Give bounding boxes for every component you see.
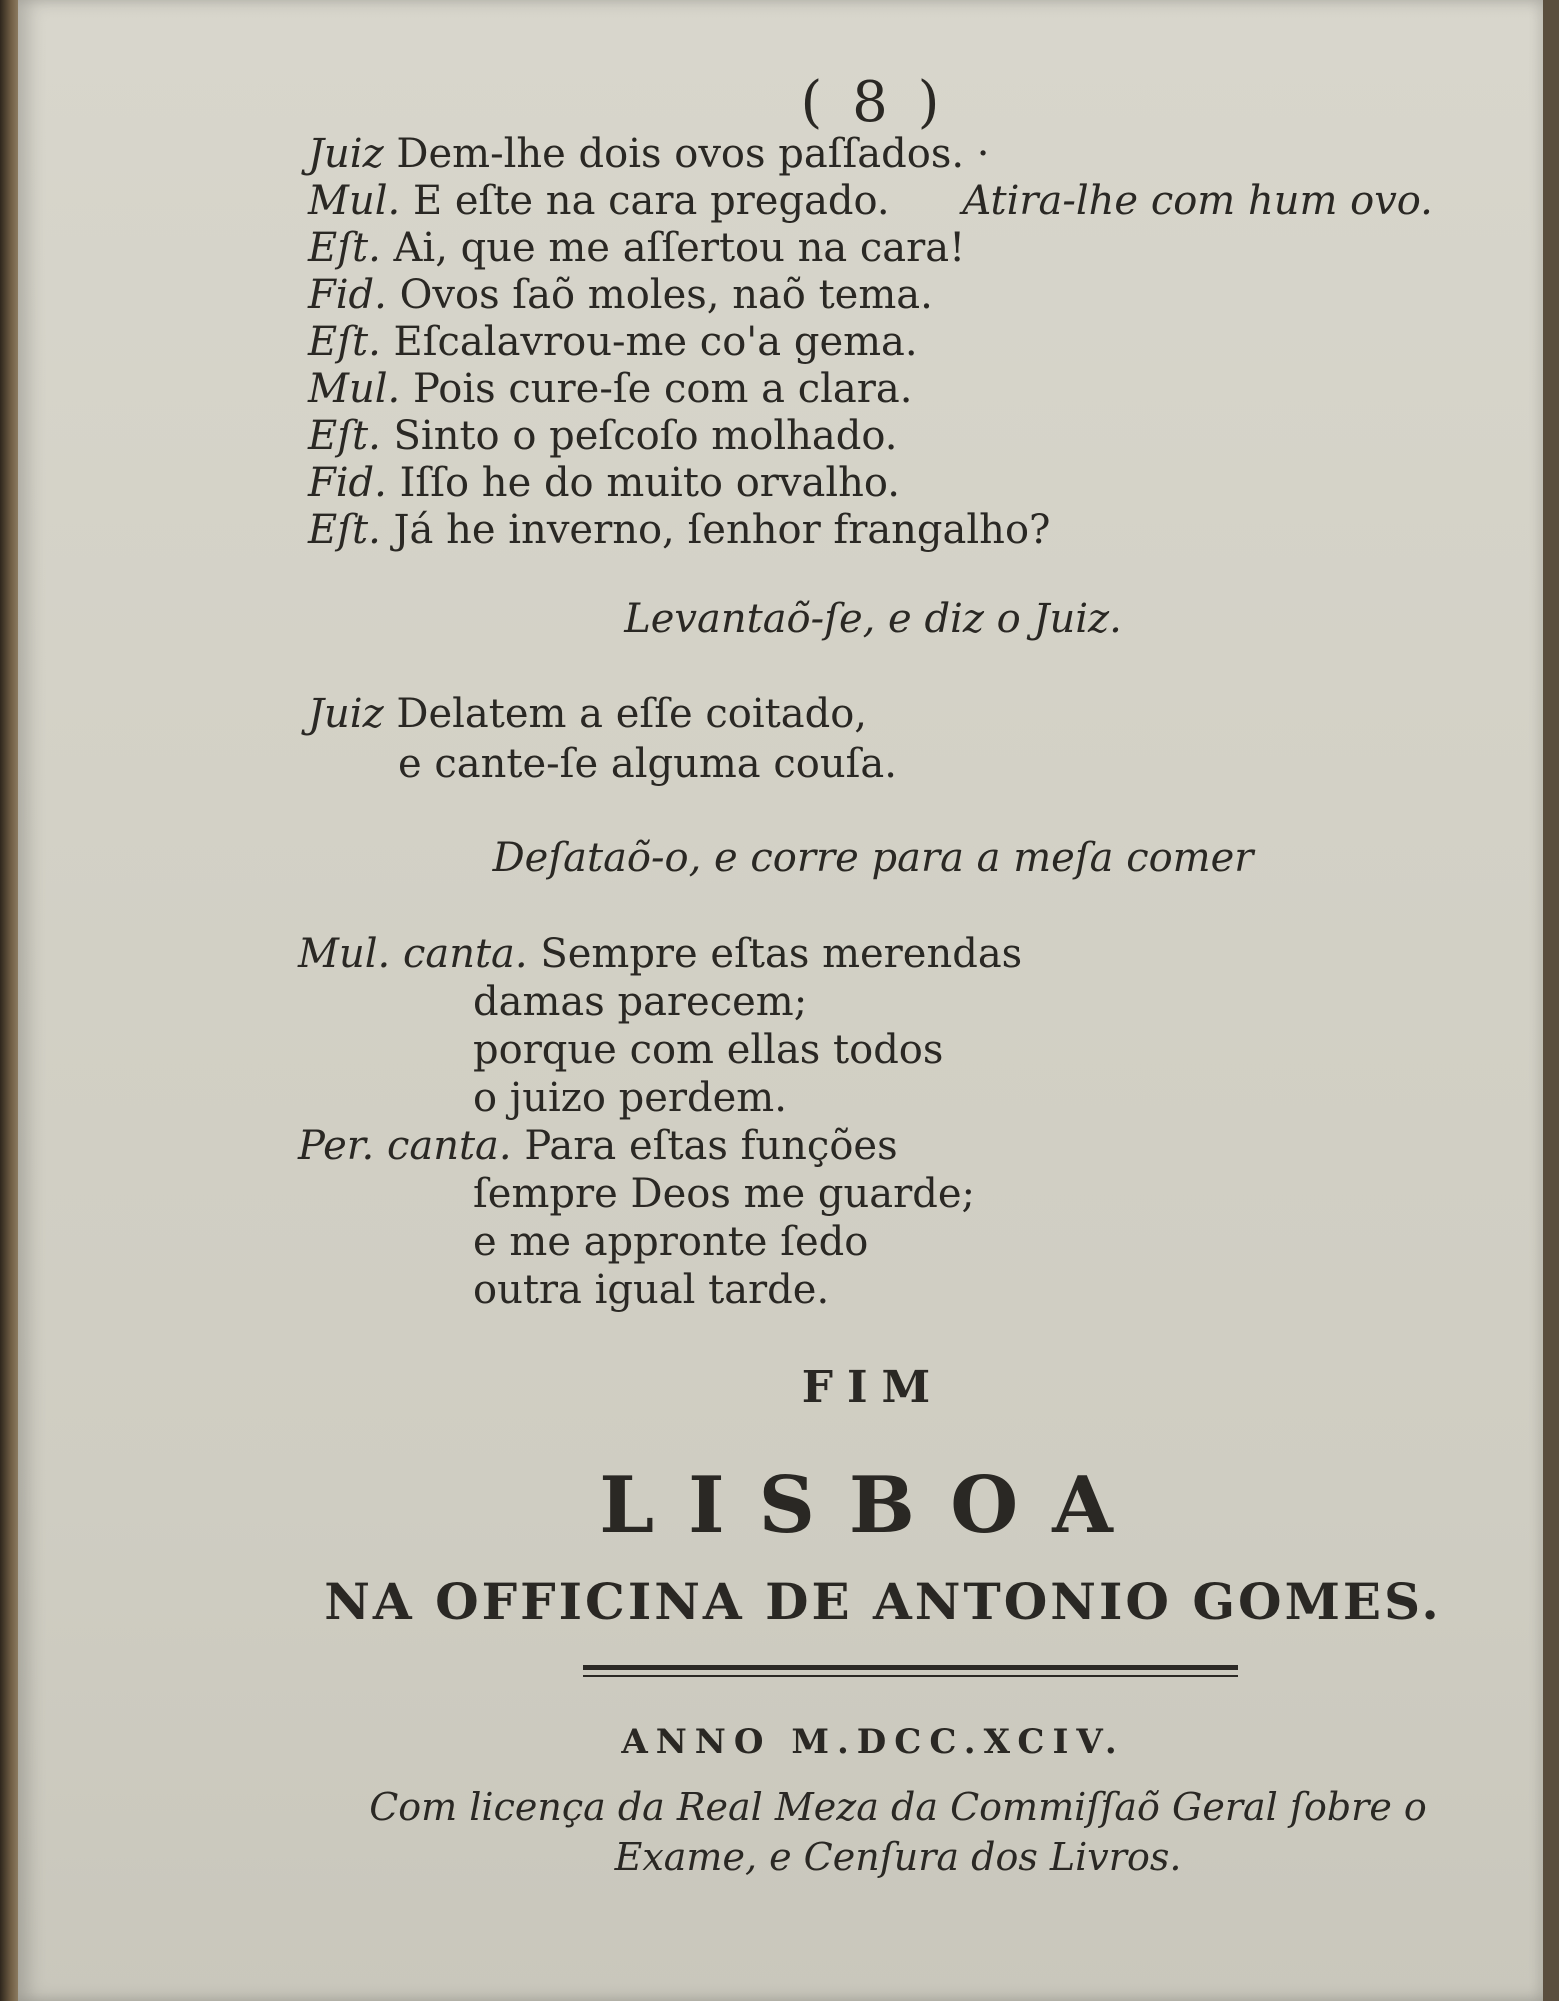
song-first-line xyxy=(298,1122,898,1170)
license-line: Exame, e Cenſura dos Livros. xyxy=(614,1835,1182,1879)
song-line: damas parecem; xyxy=(473,979,808,1025)
song-line: o juizo perdem. xyxy=(473,1075,787,1121)
stage-direction: Deſataõ-o, e corre para a meſa comer xyxy=(492,835,1254,881)
speaker-label: Eſt. xyxy=(308,319,381,365)
dialogue-line xyxy=(308,130,990,178)
song-line: porque com ellas todos xyxy=(473,1027,944,1073)
dialogue-text: Ovos ſaõ moles, naõ tema. xyxy=(399,272,933,318)
dialogue-text: Já he inverno, ſenhor frangalho? xyxy=(393,507,1051,553)
speaker-label: Fid. xyxy=(308,460,387,506)
dialogue-text: Dem-lhe dois ovos paſſados. · xyxy=(396,131,990,177)
inline-stage-direction: Atira-lhe com hum ovo. xyxy=(962,178,1433,224)
song-first-line xyxy=(298,930,1022,978)
dialogue-line xyxy=(308,271,933,319)
speaker-label: Fid. xyxy=(308,272,387,318)
imprint-year: ANNO M.DCC.XCIV. xyxy=(621,1722,1125,1762)
dialogue-line xyxy=(308,224,965,272)
juiz-speech-line xyxy=(308,690,867,738)
speaker-label: Mul. xyxy=(308,366,401,412)
speaker-label: Eſt. xyxy=(308,225,381,271)
page-number: ( 8 ) xyxy=(800,70,946,135)
dialogue-text: Pois cure-ſe com a clara. xyxy=(412,366,913,412)
speaker-label: Juiz xyxy=(308,131,384,177)
dialogue-line xyxy=(308,365,912,413)
speaker-label: Eſt. xyxy=(308,413,381,459)
speaker-label: Per. canta. xyxy=(298,1123,512,1169)
stage-direction: Levantaõ-ſe, e diz o Juiz. xyxy=(624,596,1122,642)
book-spine-edge xyxy=(0,0,18,2001)
double-rule-top xyxy=(583,1665,1238,1670)
speaker-label: Juiz xyxy=(308,691,384,737)
speaker-label: Eſt. xyxy=(308,507,381,553)
document-page xyxy=(18,0,1543,2001)
dialogue-text: Iſſo he do muito orvalho. xyxy=(399,460,901,506)
dialogue-text: Delatem a eſſe coitado, xyxy=(396,691,867,737)
double-rule-bottom xyxy=(583,1675,1238,1677)
dialogue-text: Ai, que me aſſertou na cara! xyxy=(393,225,966,271)
speaker-label: Mul. xyxy=(308,178,401,224)
dialogue-line xyxy=(308,412,897,460)
dialogue-line xyxy=(308,506,1050,554)
song-line: Sempre eſtas merendas xyxy=(540,931,1023,977)
song-line: ſempre Deos me guarde; xyxy=(473,1171,975,1217)
dialogue-line xyxy=(308,318,918,366)
imprint-printer: NA OFFICINA DE ANTONIO GOMES. xyxy=(324,1572,1442,1631)
fim-heading: FIM xyxy=(801,1362,945,1413)
dialogue-line xyxy=(308,459,900,507)
juiz-speech-continuation: e cante-ſe alguma couſa. xyxy=(398,741,897,787)
dialogue-text: E eſte na cara pregado. xyxy=(412,178,890,224)
song-line: Para eſtas funções xyxy=(524,1123,898,1169)
song-line: e me appronte ſedo xyxy=(473,1219,869,1265)
imprint-city: LISBOA xyxy=(599,1460,1147,1551)
dialogue-text: Sinto o peſcoſo molhado. xyxy=(393,413,898,459)
song-line: outra igual tarde. xyxy=(473,1267,830,1313)
dialogue-text: Eſcalavrou-me co'a gema. xyxy=(393,319,918,365)
dialogue-line xyxy=(308,177,1433,225)
speaker-label: Mul. canta. xyxy=(298,931,528,977)
license-line: Com licença da Real Meza da Commiſſaõ Geral ſobre o xyxy=(369,1785,1427,1829)
